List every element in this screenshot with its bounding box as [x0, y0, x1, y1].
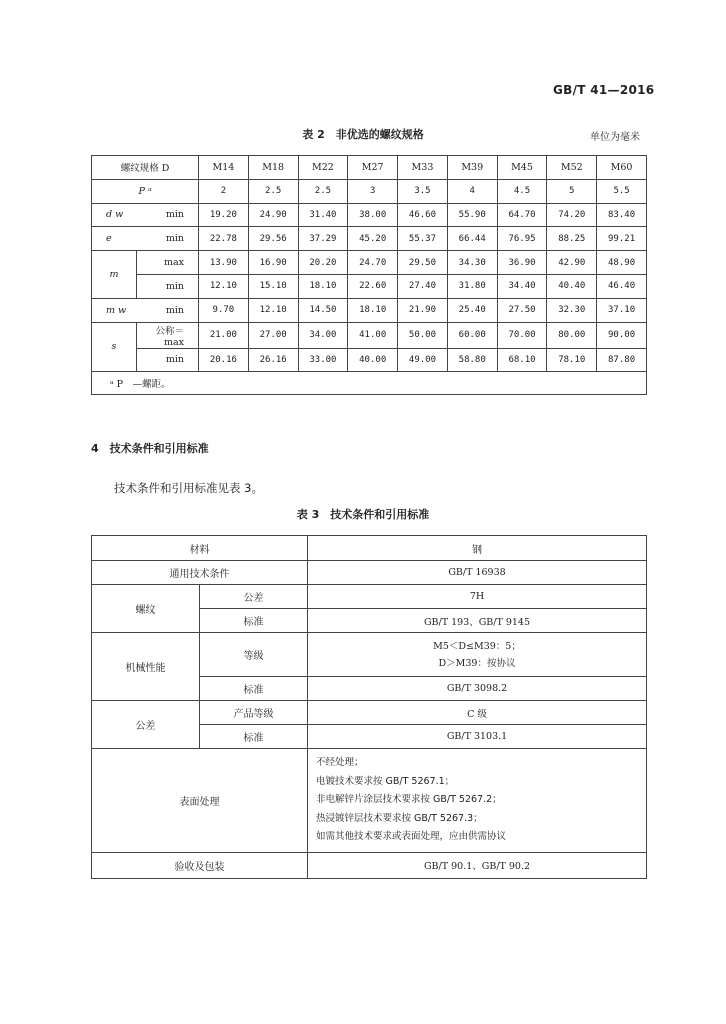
section-4-paragraph: 技术条件和引用标准见表 3。 [114, 481, 263, 495]
unit-note: 单位为毫米 [590, 132, 640, 143]
value-cell: 87.80 [597, 348, 647, 372]
value-cell: 46.40 [597, 274, 647, 298]
value-cell: 48.90 [597, 251, 647, 275]
value-cell: 18.10 [298, 274, 348, 298]
table2-row [92, 203, 647, 227]
value-cell: 41.00 [348, 322, 398, 348]
product-grade-label: 产品等级 [200, 701, 308, 725]
value-cell: 2.5 [298, 179, 348, 203]
value-cell: 22.78 [199, 227, 249, 251]
value-cell: 49.00 [398, 348, 448, 372]
table2-row [92, 348, 647, 372]
value-cell: 19.20 [199, 203, 249, 227]
grade-line-2: D＞M39：按协议 [438, 657, 516, 669]
value-cell: 31.80 [447, 274, 497, 298]
spec-header-cell: M60 [597, 156, 647, 180]
spec-header-cell: M22 [298, 156, 348, 180]
limit-cell: 公称＝max [137, 322, 199, 348]
spec-header-cell: M27 [348, 156, 398, 180]
value-cell: 37.10 [597, 298, 647, 322]
value-cell: 5.5 [597, 179, 647, 203]
value-cell: 80.00 [547, 322, 597, 348]
thread-tolerance-value: 7H [308, 585, 647, 609]
standard-code: GB/T 41—2016 [553, 83, 655, 97]
surface-treatment-value [308, 749, 647, 853]
value-cell: 27.00 [248, 322, 298, 348]
acceptance-packaging-value: GB/T 90.1、GB/T 90.2 [308, 852, 647, 878]
table2-row [92, 179, 647, 203]
symbol-label: e [106, 233, 112, 245]
value-cell: 16.90 [248, 251, 298, 275]
value-cell: 12.10 [199, 274, 249, 298]
value-cell: 32.30 [547, 298, 597, 322]
value-cell: 68.10 [497, 348, 547, 372]
value-cell: 55.90 [447, 203, 497, 227]
thread-label: 螺纹 [92, 585, 200, 633]
value-cell: 15.10 [248, 274, 298, 298]
value-cell: 45.20 [348, 227, 398, 251]
value-cell: 83.40 [597, 203, 647, 227]
general-conditions-label: 通用技术条件 [92, 561, 308, 585]
value-cell: 78.10 [547, 348, 597, 372]
limit-cell: max [137, 251, 199, 275]
value-cell: 34.30 [447, 251, 497, 275]
general-conditions-value: GB/T 16938 [308, 561, 647, 585]
section-4-heading: 4 技术条件和引用标准 [91, 442, 209, 455]
value-cell: 36.90 [497, 251, 547, 275]
value-cell: 5 [547, 179, 597, 203]
value-cell: 4.5 [497, 179, 547, 203]
value-cell: 29.56 [248, 227, 298, 251]
value-cell: 64.70 [497, 203, 547, 227]
value-cell: 38.00 [348, 203, 398, 227]
value-cell: 26.16 [248, 348, 298, 372]
surface-treatment-line: 不经处理； [316, 757, 364, 768]
value-cell: 50.00 [398, 322, 448, 348]
surface-treatment-line: 非电解锌片涂层技术要求按 GB/T 5267.2； [316, 794, 502, 805]
thread-standard-label: 标准 [200, 609, 308, 633]
table3-technical-conditions [91, 535, 647, 879]
product-grade-row [92, 701, 647, 725]
limit-label: min [165, 233, 185, 245]
limit-label: min [165, 209, 185, 221]
value-cell: 25.40 [447, 298, 497, 322]
limit-cell: min [137, 348, 199, 372]
tolerance-standard-value: GB/T 3103.1 [308, 725, 647, 749]
acceptance-packaging-row [92, 852, 647, 878]
value-cell: 2.5 [248, 179, 298, 203]
table2-row [92, 251, 647, 275]
value-cell: 3 [348, 179, 398, 203]
symbol-cell: m [92, 251, 137, 299]
value-cell: 46.60 [398, 203, 448, 227]
table2-footnote: ᵃ P —螺距。 [92, 372, 647, 395]
value-cell: 99.21 [597, 227, 647, 251]
limit-cell: min [137, 274, 199, 298]
value-cell: 4 [447, 179, 497, 203]
symbol-label: m w [106, 304, 127, 316]
acceptance-packaging-label: 验收及包装 [92, 852, 308, 878]
table2-nonpreferred-thread-specs [91, 155, 647, 395]
tolerance-label: 公差 [92, 701, 200, 749]
value-cell: 33.00 [298, 348, 348, 372]
general-conditions-row [92, 561, 647, 585]
spec-header-cell: M52 [547, 156, 597, 180]
value-cell: 20.20 [298, 251, 348, 275]
symbol-cell: s [92, 322, 137, 372]
table2-row [92, 298, 647, 322]
surface-treatment-label: 表面处理 [92, 749, 308, 853]
table2-header-row [92, 156, 647, 180]
value-cell: 37.29 [298, 227, 348, 251]
thread-tolerance-label: 公差 [200, 585, 308, 609]
symbol-cell [92, 227, 199, 251]
value-cell: 31.40 [298, 203, 348, 227]
limit-label: min [165, 304, 185, 316]
spec-header-cell: M45 [497, 156, 547, 180]
value-cell: 60.00 [447, 322, 497, 348]
value-cell: 21.00 [199, 322, 249, 348]
spec-header-cell: M33 [398, 156, 448, 180]
value-cell: 55.37 [398, 227, 448, 251]
material-value: 钢 [308, 536, 647, 561]
value-cell: 74.20 [547, 203, 597, 227]
value-cell: 21.90 [398, 298, 448, 322]
symbol-cell: P ᵃ [92, 179, 199, 203]
value-cell: 22.60 [348, 274, 398, 298]
value-cell: 3.5 [398, 179, 448, 203]
table2-row [92, 322, 647, 348]
surface-treatment-line: 电镀技术要求按 GB/T 5267.1； [316, 775, 455, 787]
mechanical-properties-label: 机械性能 [92, 633, 200, 701]
symbol-cell [92, 298, 199, 322]
value-cell: 76.95 [497, 227, 547, 251]
mechanical-standard-label: 标准 [200, 677, 308, 701]
value-cell: 34.40 [497, 274, 547, 298]
value-cell: 24.70 [348, 251, 398, 275]
table2-caption: 表 2 非优选的螺纹规格 [302, 128, 424, 141]
value-cell: 40.00 [348, 348, 398, 372]
thread-standard-value: GB/T 193、GB/T 9145 [308, 609, 647, 633]
value-cell: 42.90 [547, 251, 597, 275]
value-cell: 88.25 [547, 227, 597, 251]
table2-row [92, 227, 647, 251]
symbol-cell [92, 203, 199, 227]
grade-line-1: M5＜D≤M39：5； [433, 640, 521, 652]
table2-row [92, 274, 647, 298]
symbol-label: d w [106, 209, 124, 221]
spec-header-cell: M39 [447, 156, 497, 180]
surface-treatment-row [92, 749, 647, 853]
mechanical-grade-value [308, 633, 647, 677]
mechanical-grade-label: 等级 [200, 633, 308, 677]
mechanical-grade-row [92, 633, 647, 677]
mechanical-standard-value: GB/T 3098.2 [308, 677, 647, 701]
surface-treatment-line: 热浸镀锌层技术要求按 GB/T 5267.3； [316, 812, 483, 824]
value-cell: 18.10 [348, 298, 398, 322]
value-cell: 40.40 [547, 274, 597, 298]
table2-footnote-row [92, 372, 647, 395]
thread-tolerance-row [92, 585, 647, 609]
spec-header-cell: M14 [199, 156, 249, 180]
value-cell: 70.00 [497, 322, 547, 348]
value-cell: 14.50 [298, 298, 348, 322]
product-grade-value: C 级 [308, 701, 647, 725]
spec-header-cell: M18 [248, 156, 298, 180]
spec-label-cell: 螺纹规格 D [92, 156, 199, 180]
tolerance-standard-label: 标准 [200, 725, 308, 749]
table3-caption: 表 3 技术条件和引用标准 [296, 508, 430, 521]
value-cell: 27.40 [398, 274, 448, 298]
value-cell: 13.90 [199, 251, 249, 275]
value-cell: 34.00 [298, 322, 348, 348]
value-cell: 20.16 [199, 348, 249, 372]
surface-treatment-line: 如需其他技术要求或表面处理，应由供需协议 [316, 831, 507, 842]
value-cell: 12.10 [248, 298, 298, 322]
value-cell: 2 [199, 179, 249, 203]
value-cell: 58.80 [447, 348, 497, 372]
value-cell: 90.00 [597, 322, 647, 348]
table3-head-row [92, 536, 647, 561]
material-label: 材料 [92, 536, 308, 561]
value-cell: 27.50 [497, 298, 547, 322]
value-cell: 29.50 [398, 251, 448, 275]
value-cell: 66.44 [447, 227, 497, 251]
value-cell: 24.90 [248, 203, 298, 227]
value-cell: 9.70 [199, 298, 249, 322]
